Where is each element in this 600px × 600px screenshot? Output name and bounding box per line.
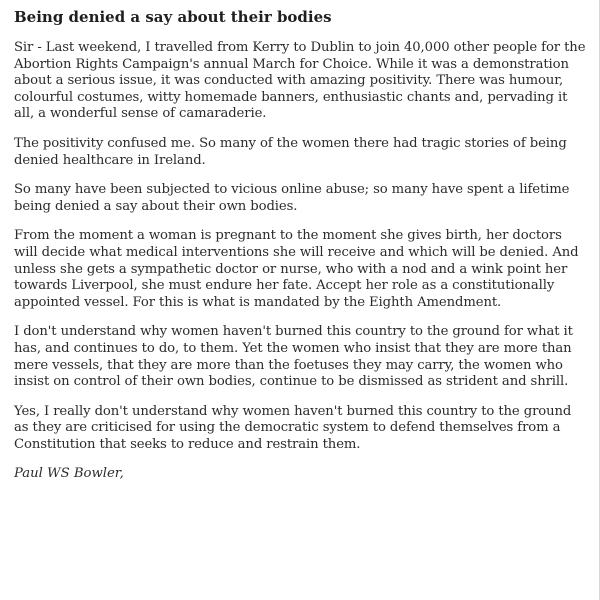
letter-paragraph-1: Sir - Last weekend, I travelled from Kerry to Dublin to join 40,000 other people for the Abortion Rights Campaign's annual March for Choice. While it was a demonstration about a serious issue, it was conducted with amazing positivity. There was humour, colourful costumes, witty homemade banners, enthusiastic chants and, pervading it all, a wonderful sense of camaraderie. bbox=[14, 40, 586, 122]
letter-paragraph-4: From the moment a woman is pregnant to the moment she gives birth, her doctors will decide what medical interventions she will receive and which will be denied. And unless she gets a sympathetic doctor or nurse, who with a nod and a wink point her towards Liverpool, she must endure her fate. Accept her role as a constitutionally appointed vessel. For this is what is mandated by the Eighth Amendment. bbox=[14, 228, 579, 310]
letter-signoff: Paul WS Bowler, bbox=[14, 466, 124, 482]
letter-paragraph-6: Yes, I really don't understand why women haven't burned this country to the ground as they are criticised for using the democratic system to defend themselves from a Constitution that seeks to reduce and restrain them. bbox=[14, 403, 572, 452]
letter-paragraph-5: I don't understand why women haven't burned this country to the ground for what it has, and continues to do, to them. Yet the women who insist that they are more than mere vessels, that they are more than the foetuses they may carry, the women who insist on control of their own bodies, continue to be dismissed as strident and shrill. bbox=[14, 324, 573, 390]
letter-headline: Being denied a say about their bodies bbox=[14, 8, 332, 26]
letter-paragraph-2: The positivity confused me. So many of the women there had tragic stories of being denied healthcare in Ireland. bbox=[14, 135, 567, 168]
letter-paragraph-3: So many have been subjected to vicious online abuse; so many have spent a lifetime being denied a say about their own bodies. bbox=[14, 182, 570, 214]
